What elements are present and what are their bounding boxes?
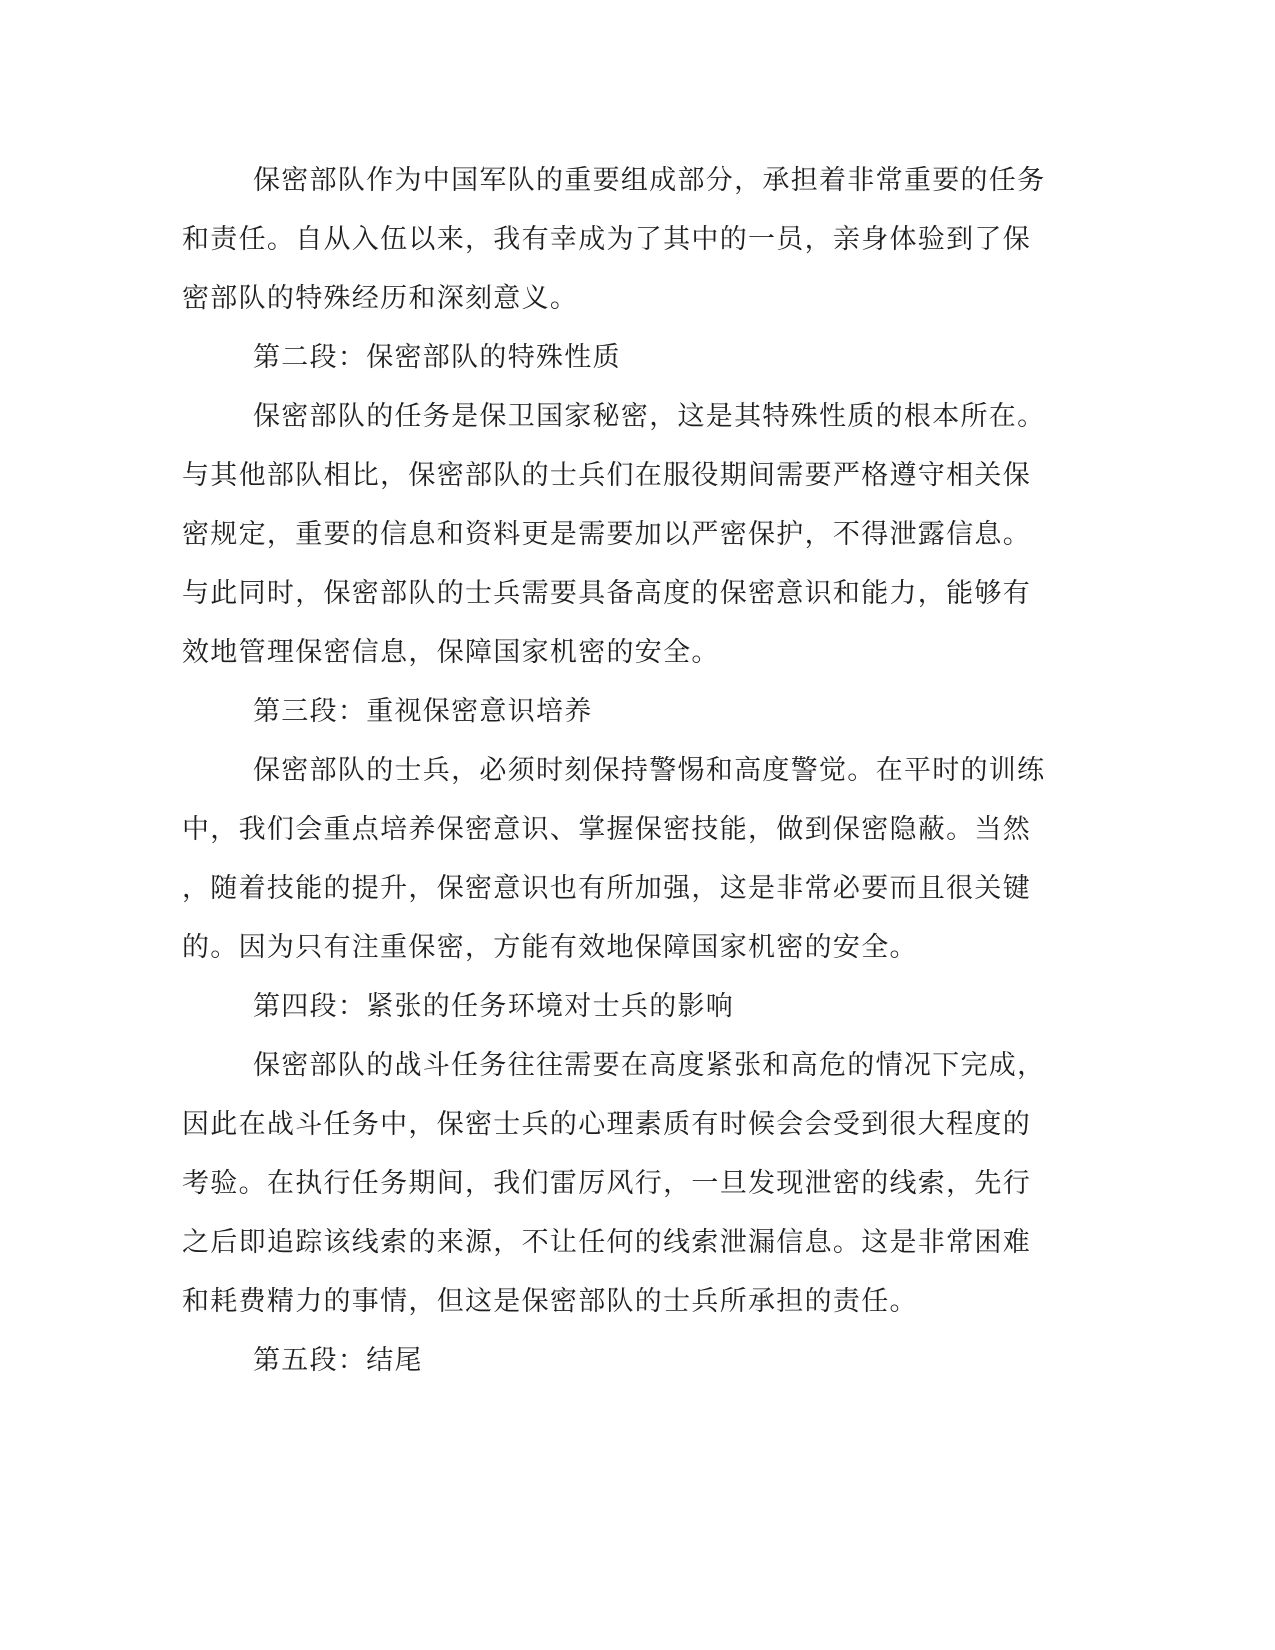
paragraph-4-line-1: 保密部队的战斗任务往往需要在高度紧张和高危的情况下完成， — [253, 1050, 1046, 1081]
paragraph-2-line-4: 与此同时，保密部队的士兵需要具备高度的保密意识和能力，能够有 — [182, 578, 1031, 609]
paragraph-2-line-5: 效地管理保密信息，保障国家机密的安全。 — [182, 637, 720, 668]
paragraph-3-line-1: 保密部队的士兵，必须时刻保持警惕和高度警觉。在平时的训练 — [253, 755, 1046, 786]
paragraph-4-line-4: 之后即追踪该线索的来源，不让任何的线索泄漏信息。这是非常困难 — [182, 1227, 1031, 1258]
paragraph-4-line-2: 因此在战斗任务中，保密士兵的心理素质有时候会会受到很大程度的 — [182, 1109, 1031, 1140]
paragraph-4-line-5: 和耗费精力的事情，但这是保密部队的士兵所承担的责任。 — [182, 1286, 918, 1317]
paragraph-4-line-3: 考验。在执行任务期间，我们雷厉风行，一旦发现泄密的线索，先行 — [182, 1168, 1031, 1199]
paragraph-3-line-4: 的。因为只有注重保密，方能有效地保障国家机密的安全。 — [182, 932, 918, 963]
paragraph-2-line-3: 密规定，重要的信息和资料更是需要加以严密保护，不得泄露信息。 — [182, 519, 1031, 550]
paragraph-3-line-3: ，随着技能的提升，保密意识也有所加强，这是非常必要而且很关键 — [182, 873, 1031, 904]
section-heading-3: 第三段：重视保密意识培养 — [253, 696, 593, 727]
paragraph-1-line-1: 保密部队作为中国军队的重要组成部分，承担着非常重要的任务 — [253, 165, 1046, 196]
section-heading-5: 第五段：结尾 — [253, 1345, 423, 1376]
section-heading-4: 第四段：紧张的任务环境对士兵的影响 — [253, 991, 735, 1022]
paragraph-1-line-2: 和责任。自从入伍以来，我有幸成为了其中的一员，亲身体验到了保 — [182, 224, 1031, 255]
paragraph-2-line-2: 与其他部队相比，保密部队的士兵们在服役期间需要严格遵守相关保 — [182, 460, 1031, 491]
paragraph-3-line-2: 中，我们会重点培养保密意识、掌握保密技能，做到保密隐蔽。当然 — [182, 814, 1031, 845]
section-heading-2: 第二段：保密部队的特殊性质 — [253, 342, 621, 373]
paragraph-2-line-1: 保密部队的任务是保卫国家秘密，这是其特殊性质的根本所在。 — [253, 401, 1046, 432]
paragraph-1-line-3: 密部队的特殊经历和深刻意义。 — [182, 283, 579, 314]
